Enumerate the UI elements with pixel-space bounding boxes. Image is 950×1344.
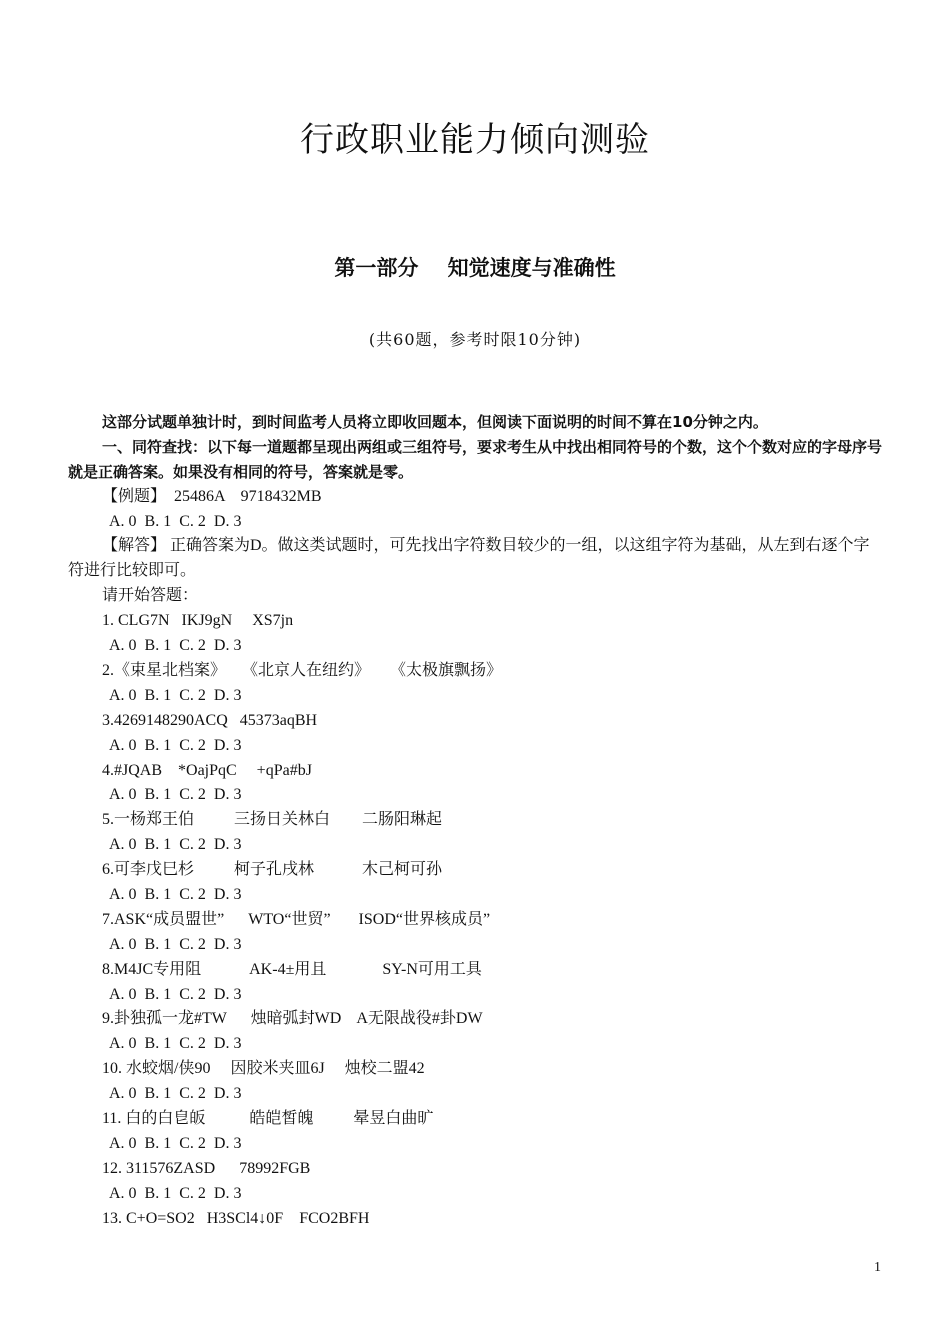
question-11: 11. 白的白皀皈 皓皑皙魄 晕昱白曲旷: [102, 1110, 434, 1127]
document-body: [68, 410, 882, 1231]
section-note: (共60题，参考时限10分钟): [368, 330, 582, 349]
page-number: 1: [874, 1260, 881, 1275]
question-2: 2.《束星北档案》 《北京人在纽约》 《太极旗飘扬》: [102, 661, 503, 679]
question-options: A. 0 B. 1 C. 2 D. 3: [109, 1085, 242, 1103]
example-answer: 【解答】 正确答案为D。做这类试题时，可先找出字符数目较少的一组，以这组字符为基础，从左到右逐个字符进行比较即可。: [68, 537, 870, 580]
start-prompt: 请开始答题：: [102, 587, 199, 605]
question-3: 3.4269148290ACQ 45373aqBH: [102, 711, 318, 729]
question-5: 5.一杨郑王伯 三扬日关林白 二肠阳琳起: [102, 811, 443, 829]
question-6: 6.可李戊巳杉 柯子孔戌林 木己柯可孙: [102, 861, 443, 879]
question-8: 8.M4JC专用阻 AK-4±用且 SY-N可用工具: [102, 960, 482, 978]
question-10: 10. 水蛟烟/侠90 因胶米夹皿6J 烛校二盟42: [102, 1060, 425, 1078]
document-title: 行政职业能力倾向测验: [300, 120, 650, 160]
question-9: 9.卦独孤一龙#TW 烛暗弧封WD A无限战役#卦DW: [102, 1010, 483, 1028]
question-13: 13. C+O=SO2 H3SCl4↓0F FCO2BFH: [102, 1209, 370, 1227]
question-12: 12. 311576ZASD 78992FGB: [102, 1159, 311, 1177]
intro-text: 这部分试题单独计时，到时间监考人员将立即收回题本，但阅读下面说明的时间不算在10分钟之内。: [102, 413, 768, 431]
question-options: A. 0 B. 1 C. 2 D. 3: [109, 836, 242, 854]
question-options: A. 0 B. 1 C. 2 D. 3: [109, 1184, 242, 1202]
question-options: A. 0 B. 1 C. 2 D. 3: [109, 786, 242, 804]
question-options: A. 0 B. 1 C. 2 D. 3: [109, 1035, 242, 1053]
example-options: A. 0 B. 1 C. 2 D. 3: [109, 512, 242, 530]
question-7: 7.ASK“成员盟世” WTO“世贸” ISOD“世界核成员”: [102, 910, 491, 928]
question-options: A. 0 B. 1 C. 2 D. 3: [109, 637, 242, 655]
question-options: A. 0 B. 1 C. 2 D. 3: [109, 885, 242, 903]
section-title: 第一部分 知觉速度与准确性: [334, 256, 616, 280]
question-options: A. 0 B. 1 C. 2 D. 3: [109, 686, 242, 704]
question-options: A. 0 B. 1 C. 2 D. 3: [109, 985, 242, 1003]
question-4: 4.#JQAB *OajPqC +qPa#bJ: [102, 761, 312, 779]
instruction-text: 一、同符查找：以下每一道题都呈现出两组或三组符号，要求考生从中找出相同符号的个数，这个个数对应的字母序号就是正确答案。如果没有相同的符号，答案就是零。: [68, 437, 883, 481]
question-options: A. 0 B. 1 C. 2 D. 3: [109, 1134, 242, 1152]
question-options: A. 0 B. 1 C. 2 D. 3: [109, 736, 242, 754]
example-question: 【例题】 25486A 9718432MB: [102, 487, 322, 505]
question-options: A. 0 B. 1 C. 2 D. 3: [109, 935, 242, 953]
question-1: 1. CLG7N IKJ9gN XS7jn: [102, 612, 294, 630]
